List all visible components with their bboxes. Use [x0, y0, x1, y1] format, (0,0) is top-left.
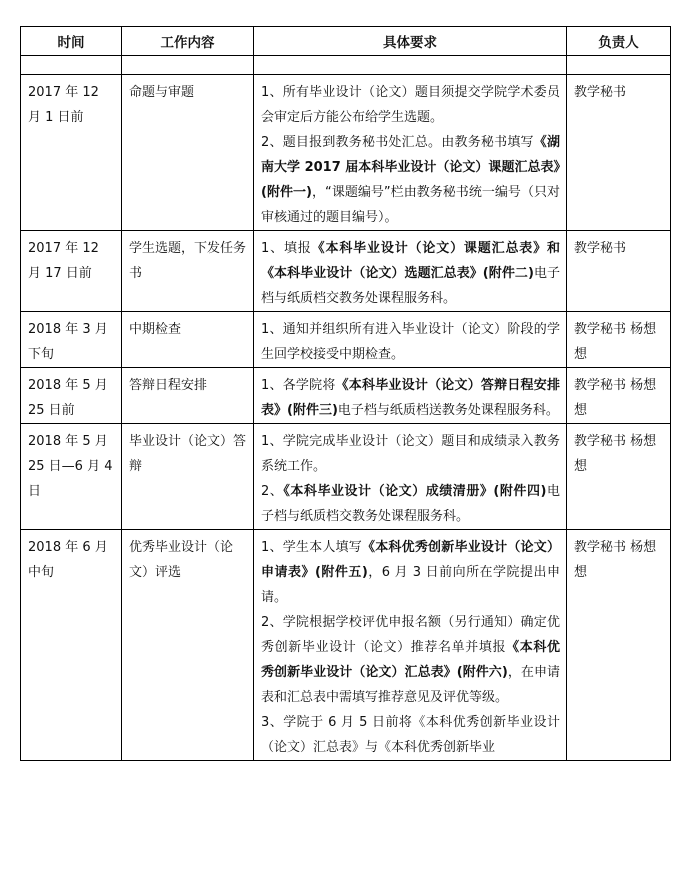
form-reference: 《湖南大学 2017 届本科毕业设计（论文）课题汇总表》(附件一): [261, 135, 560, 200]
requirements-cell: [254, 368, 567, 424]
form-reference: 《本科优秀创新毕业设计（论文）申请表》(附件五): [261, 540, 560, 580]
person-in-charge-cell: 教学秘书: [567, 75, 671, 231]
time-cell: 2018 年 6 月中旬: [21, 530, 122, 761]
blank-cell: [567, 56, 671, 75]
requirement-text: 3、学院于 6 月 5 日前将《本科优秀创新毕业设计（论文）汇总表》与《本科优秀创新毕业: [261, 715, 560, 755]
schedule-table: [20, 26, 671, 761]
requirements-cell: [254, 75, 567, 231]
work-content-cell: 中期检查: [122, 312, 254, 368]
requirement-text: 电子档与纸质档交教务处课程服务科。: [261, 266, 560, 306]
requirement-text: 2、题目报到教务秘书处汇总。由教务秘书填写: [261, 135, 534, 150]
requirement-text: 电子档与纸质档送教务处课程服务科。: [337, 403, 559, 418]
person-in-charge-cell: 教学秘书 杨想想: [567, 424, 671, 530]
table-row: [21, 530, 671, 761]
time-cell: 2017 年 12 月 1 日前: [21, 75, 122, 231]
requirement-item: [261, 317, 560, 367]
requirement-item: [261, 479, 560, 529]
requirement-text: 2、: [261, 484, 284, 499]
requirement-text: ，“课题编号”栏由教务秘书统一编号（只对审核通过的题目编号）。: [261, 185, 560, 225]
requirement-text: ，6 月 3 日前向所在学院提出申请。: [261, 565, 560, 605]
time-cell: 2017 年 12 月 17 日前: [21, 231, 122, 312]
requirement-text: 1、学院完成毕业设计（论文）题目和成绩录入教务系统工作。: [261, 434, 560, 474]
table-row: [21, 75, 671, 231]
work-content-cell: 毕业设计（论文）答辩: [122, 424, 254, 530]
form-reference: 《本科毕业设计（论文）成绩清册》(附件四): [283, 484, 547, 499]
requirement-item: [261, 710, 560, 760]
time-cell: 2018 年 5 月 25 日—6 月 4 日: [21, 424, 122, 530]
requirement-text: 1、填报: [261, 241, 312, 256]
header-work-content: 工作内容: [122, 27, 254, 56]
blank-row: [21, 56, 671, 75]
requirements-cell: [254, 424, 567, 530]
person-in-charge-cell: 教学秘书: [567, 231, 671, 312]
requirement-text: 1、各学院将: [261, 378, 336, 393]
requirement-text: ，在申请表和汇总表中需填写推荐意见及评优等级。: [261, 665, 560, 705]
time-cell: 2018 年 5 月 25 日前: [21, 368, 122, 424]
person-in-charge-cell: 教学秘书 杨想想: [567, 368, 671, 424]
requirement-item: [261, 535, 560, 610]
form-reference: 《本科毕业设计（论文）课题汇总表》和《本科毕业设计（论文）选题汇总表》(附件二): [261, 241, 560, 281]
blank-cell: [254, 56, 567, 75]
requirements-cell: [254, 530, 567, 761]
requirement-item: [261, 236, 560, 311]
requirement-text: 1、所有毕业设计（论文）题目须提交学院学术委员会审定后方能公布给学生选题。: [261, 85, 560, 125]
blank-cell: [122, 56, 254, 75]
work-content-cell: 命题与审题: [122, 75, 254, 231]
table-row: [21, 312, 671, 368]
requirement-text: 2、学院根据学校评优申报名额（另行通知）确定优秀创新毕业设计（论文）推荐名单并填报: [261, 615, 560, 655]
requirement-item: [261, 80, 560, 130]
requirement-text: 1、通知并组织所有进入毕业设计（论文）阶段的学生回学校接受中期检查。: [261, 322, 560, 362]
work-content-cell: 学生选题，下发任务书: [122, 231, 254, 312]
requirement-item: [261, 610, 560, 710]
time-cell: 2018 年 3 月下旬: [21, 312, 122, 368]
header-person-in-charge: 负责人: [567, 27, 671, 56]
person-in-charge-cell: 教学秘书 杨想想: [567, 530, 671, 761]
header-requirements: 具体要求: [254, 27, 567, 56]
work-content-cell: 答辩日程安排: [122, 368, 254, 424]
work-content-cell: 优秀毕业设计（论文）评选: [122, 530, 254, 761]
requirement-text: 电子档与纸质档交教务处课程服务科。: [261, 484, 560, 524]
blank-cell: [21, 56, 122, 75]
table-row: [21, 368, 671, 424]
requirements-cell: [254, 312, 567, 368]
table-row: [21, 231, 671, 312]
requirement-text: 1、学生本人填写: [261, 540, 362, 555]
table-row: [21, 424, 671, 530]
header-time: 时间: [21, 27, 122, 56]
header-row: [21, 27, 671, 56]
person-in-charge-cell: 教学秘书 杨想想: [567, 312, 671, 368]
form-reference: 《本科优秀创新毕业设计（论文）汇总表》(附件六): [261, 640, 560, 680]
requirement-item: [261, 429, 560, 479]
requirements-cell: [254, 231, 567, 312]
form-reference: 《本科毕业设计（论文）答辩日程安排表》(附件三): [261, 378, 560, 418]
requirement-item: [261, 373, 560, 423]
requirement-item: [261, 130, 560, 230]
